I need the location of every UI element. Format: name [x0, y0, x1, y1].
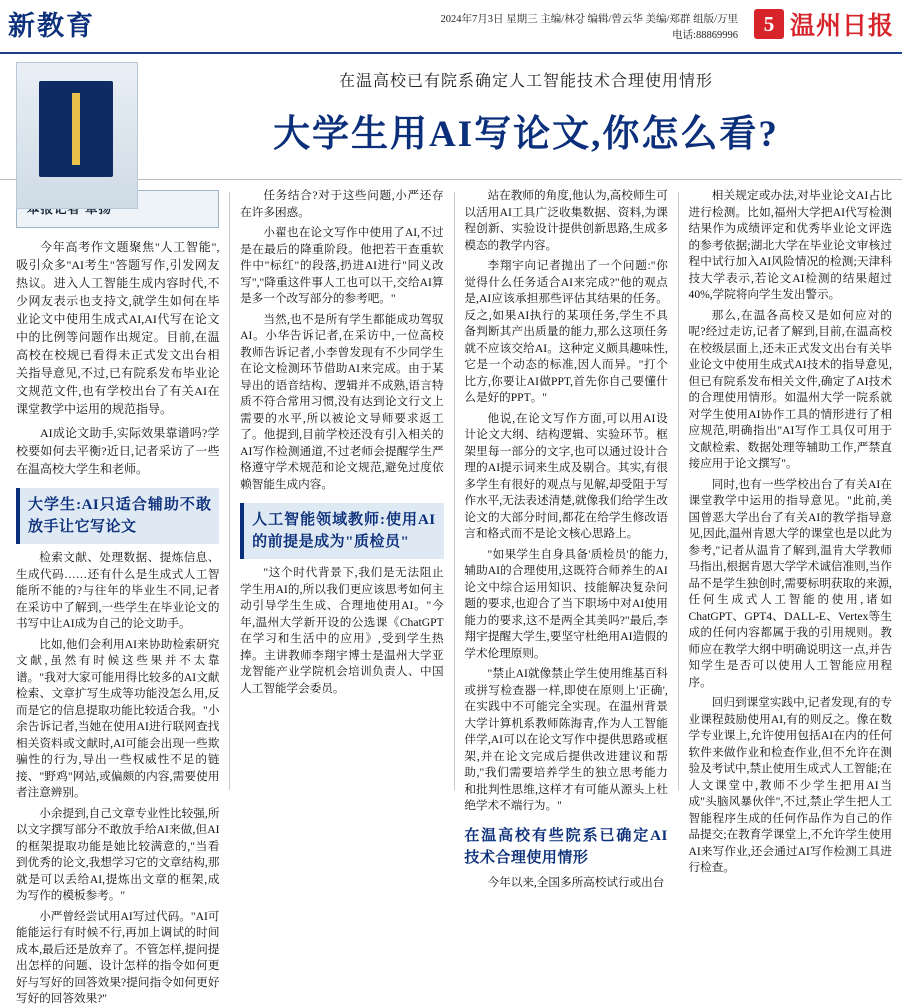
paragraph: 他说,在论文写作方面,可以用AI设计论文大纲、结构逻辑、实验环节。框架里每一部分的文字,也可以通过设计合理的AI提示词来生成及剔合。其实,有很多学生有很好的观点与见解,却受阻于写作水平,无法表述清楚,就像我们给学生改论文的大部分时间,都花在给学生修改语言和格式而不是论文核心思路上。: [464, 411, 668, 540]
lead-paragraphs: [16, 238, 219, 478]
paragraph: 小严曾经尝试用AI写过代码。"AI可能能运行有时候不行,再加上调试的时间成本,最后还是放弃了。不管怎样,提问提出怎样的问题、设计怎样的指令如何更好与写好的回答效果?提问指令如何更好写好的回答效果?": [16, 909, 220, 1005]
paragraph: "禁止AI就像禁止学生使用维基百科或拼写检查器一样,即使在原则上'正确',在实践中不可能完全实现。在温州背景大学计算机系教师陈海青,作为人工智能伴学,AI可以在论文写作中提供思路或框架,并在论文完成后提供改进建议和帮助,"我们需要培养学生的独立思考能力和批判性思维,这样才有可能从源头上杜绝学术不端行为。": [464, 667, 668, 812]
masthead-meta: [158, 0, 754, 44]
masthead: [0, 0, 902, 54]
main-headline: 大学生用AI写论文,你怎么看?: [273, 114, 779, 155]
paragraph: 当然,也不是所有学生都能成功驾驭AI。小华告诉记者,在采访中,一位高校教师告诉记者,小李曾发现有不少同学生在论文检测环节借助AI来完成。由于某导出的语音结构、逻辑并不成熟,语言特质不符合常用习惯,没有达到论文行文上需要的水平,所以被论文导师要求返工了。他提到,目前学校还没有引入相关的AI写作检测通道,不过老师会提醒学生严格遵守学术规范和论文规范,避免过度依赖智能生成内容。: [240, 312, 444, 491]
paragraph: 比如,他们会利用AI来协助检索研究文献,虽然有时候这些果并不太靠谱。"我对大家可能用得比较多的AI文献检索、文章扩写生成等功能没怎么用,反而是它的信息提取功能比较适合我。"小余告诉记者,当她在使用AI进行联网查找相关资料或文献时,AI可能会出现一些欺骗性的行为,导出一些权威性不足的链接、"野鸡"网站,或偏颇的内容,需要使用者注意辨别。: [16, 637, 220, 799]
paragraph: 相关规定或办法,对毕业论文AI占比进行检测。比如,福州大学把AI代写检测结果作为成绩评定和优秀毕业论文评选的参考依据;湖北大学在毕业论文审核过程中试行加入AI风险情况的检测;天津科技大学表示,若论文AI检测的结果超过40%,学院将向学生发出警示。: [688, 189, 892, 301]
column-divider: [229, 192, 230, 790]
article-body: [0, 180, 902, 1005]
decorative-book-graphic: [16, 62, 138, 209]
subheading-students: 大学生:AI只适合辅助不敢放手让它写论文: [16, 488, 219, 544]
column-4: [688, 188, 892, 874]
paper-name: 温州日报: [789, 13, 894, 40]
paragraph: 站在教师的角度,他认为,高校师生可以活用AI工具广泛收集数据、资料,为课程创新、实验设计提供创新思路,生成多模态的教学内容。: [464, 189, 668, 252]
paragraph: 小翟也在论文写作中使用了AI,不过是在最后的降重阶段。他把若干查重软件中"标红"的段落,扔进AI进行"同义改写","降重这件事人工也可以干,交给AI算是多一个改写部分的参考吧。": [240, 226, 444, 305]
headline-banner: [0, 54, 902, 180]
column-divider: [678, 192, 679, 790]
masthead-meta-line2: 电话:88869996: [672, 30, 738, 41]
lead-para: AI成论文助手,实际效果靠谱吗?学校要如何去平衡?近日,记者采访了一些在温高校大学生和老师。: [16, 426, 220, 476]
paragraph: 检索文献、处理数据、提炼信息、生成代码……还有什么是生成式人工智能所不能的?与往年的毕业生不同,记者在采访中了解到,一些学生在毕业论文的书写中让AI成为自己的论文助手。: [16, 551, 220, 630]
masthead-right: [754, 0, 902, 42]
paragraph: 李翔宇向记者抛出了一个问题:"你觉得什么任务适合AI来完成?"他的观点是,AI应该承担那些评估其结果的任务。反之,如果AI执行的某项任务,学生不具备判断其产出质量的能力,那么这项任务就不应该交给AI。这种定义颇具趣味性,它是一个动态的标准,因人而异。"打个比方,你要让AI做PPT,首先你自己要懂什么是好的PPT。": [464, 259, 668, 404]
subheading-ai-teacher: 人工智能领域教师:使用AI的前提是成为"质检员": [240, 503, 443, 559]
paragraph: 同时,也有一些学校出台了有关AI在课堂教学中运用的指导意见。"此前,美国曾恶大学出台了有关AI的教学指导意见,因此,温州肯恩大学的课堂也是以此为参考,"记者从温肯了解到,温肯大学教师马指出,根据肯恩大学学术诚信准则,当作品不是学生独创时,需要标明获取的来源,任何生成式人工智能的使用,诸如ChatGPT、GPT4、DALL-E、Vertex等生成的任何内容都属于我的引用规则。教师应在教学大纲中明确说明这一点,并告知学生是否可以使用人工智能应用程序。: [688, 477, 892, 689]
masthead-meta-line1: 2024年7月3日 星期三 主编/林강 编辑/曾云华 美编/郑群 组版/万里: [440, 14, 738, 25]
column-2: [240, 188, 443, 790]
column-divider: [454, 192, 455, 790]
section-title: 新教育: [8, 11, 95, 41]
paragraph: 那么,在温各高校又是如何应对的呢?经过走访,记者了解到,目前,在温高校在校级层面上,还未正式发文出台有关毕业论文中使用生成式AI技术的指导意见,但已有院系发布相关文件,确定了AI技术的合理使用情形。如温州大学一院系就对学生使用AI协作工具的情形进行了相应规范,明确指出"AI写作工具仅可用于文献检索、数据处理等辅助工作,严禁直接应用于论文撰写"。: [688, 308, 892, 470]
column-3: [464, 188, 668, 889]
paragraph: "这个时代背景下,我们是无法阻止学生用AI的,所以我们更应该思考如何主动引导学生生成、合理地使用AI。"今年,温州大学新开设的公选课《ChatGPT在学习和生活中的应用》,受到学生热捧。主讲教师李翔宇博士是温州大学亚龙智能产业学院机会培训负责人、中国人工智能学会委员。: [240, 566, 444, 695]
paragraph: 今年以来,全国多所高校试行或出台: [487, 875, 665, 889]
subheading-departments: 在温高校有些院系已确定AI技术合理使用情形: [464, 827, 668, 866]
column-1: [10, 188, 220, 1005]
lead-para: 今年高考作文题聚焦"人工智能",吸引众多"AI考生"答题写作,引发网友热议。进入人工智能生成内容时代,不少网友表示也支持文,就学生如何在毕业论文中使用生成式AI,AI代写在论文中的比例等问题作出规定。目前,在温高校在校规已看得未正式发文出台相关指导意见,不过,已有院系发布毕业论文规范文件,也有学校出台了有关AI在课堂教学中运用的规范指导。: [16, 240, 220, 416]
headline-wrap: [150, 54, 902, 157]
paragraph: 任务结合?对于这些问题,小严还存在许多困惑。: [240, 189, 444, 219]
paragraph: 回归到课堂实践中,记者发现,有的专业课程鼓励使用AI,有的则反之。像在数学专业课上,允许使用包括AI在内的任何软件来做作业和检查作业,但不允许在测验及考试中,禁止使用生成式人工智能;在人文课堂中,教师不少学生把用AI当成"头脑风暴伙伴",不过,禁止学生把人工智能程序生成的任何作品作为自己的作品提交;在教育学课堂上,不允许学生使用AI来写作业,还会通过AI写作检测工具进行检查。: [688, 696, 892, 874]
page-number-badge: 5: [754, 9, 784, 39]
paragraph: "如果学生自身具备'质检员'的能力,辅助AI的合理使用,这既符合师养生的AI论文中综合运用知识、技能解决复杂问题的要求,也迎合了当下职场中对AI使用能力的要求,这不是两全其美吗?"最后,李翔宇提醒大学生,要坚守杜绝用AI造假的学术伦理原则。: [464, 547, 668, 660]
paragraph: 小余提到,自己文章专业性比较强,所以文字撰写部分不敢放手给AI来做,但AI的框架提取功能是她比较满意的,"当看到优秀的论文,我想学习它的文章结构,那就是可以丢给AI,提炼出文章的框架,成为写作的模板参考。": [16, 806, 220, 902]
kicker-text: 在温高校已有院系确定人工智能技术合理使用情形: [338, 73, 713, 90]
